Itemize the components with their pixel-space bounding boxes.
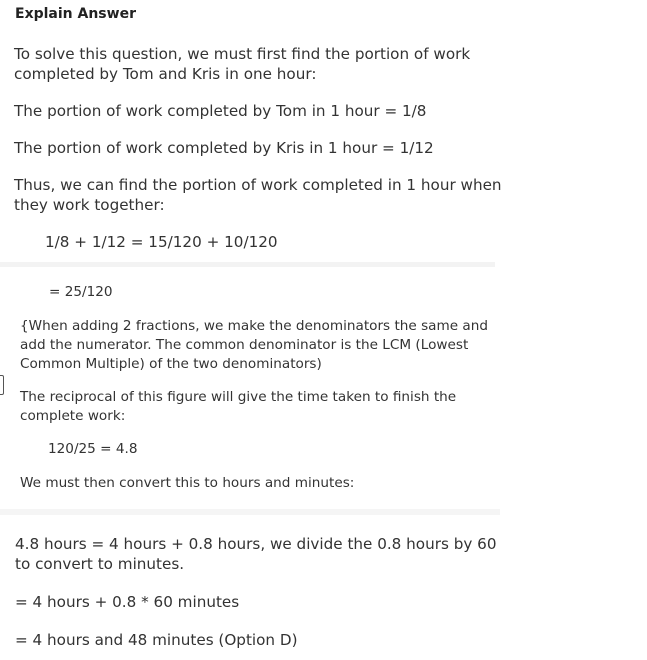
final-answer-line: = 4 hours and 48 minutes (Option D) [15,631,298,649]
together-line-2: they work together: [14,196,165,214]
section-divider-2 [0,509,500,515]
kris-rate-line: The portion of work completed by Kris in 1 hour = 1/12 [14,139,434,157]
reciprocal-line-2: complete work: [20,408,126,424]
note-line-2: add the numerator. The common denominator is the LCM (Lowest [20,337,469,353]
equation-sum: 1/8 + 1/12 = 15/120 + 10/120 [45,233,278,251]
note-line-1: {When adding 2 fractions, we make the denominators the same and [20,318,488,334]
minutes-calc-line: = 4 hours + 0.8 * 60 minutes [15,593,240,611]
equation-reciprocal: 120/25 = 4.8 [48,441,138,457]
hours-line-2: to convert to minutes. [15,555,185,573]
intro-line-1: To solve this question, we must first find the portion of work [14,45,471,63]
hours-line-1: 4.8 hours = 4 hours + 0.8 hours, we divide the 0.8 hours by 60 [15,535,497,553]
convert-line: We must then convert this to hours and minutes: [20,475,355,491]
together-line-1: Thus, we can find the portion of work completed in 1 hour when [14,176,502,194]
edge-bracket [0,375,4,395]
reciprocal-line-1: The reciprocal of this figure will give the time taken to finish the [20,389,457,405]
tom-rate-line: The portion of work completed by Tom in 1 hour = 1/8 [14,102,427,120]
section-divider [0,262,495,267]
explain-answer-heading: Explain Answer [15,6,136,22]
note-line-3: Common Multiple) of the two denominators) [20,356,322,372]
equation-result: = 25/120 [49,284,113,300]
intro-line-2: completed by Tom and Kris in one hour: [14,65,317,83]
